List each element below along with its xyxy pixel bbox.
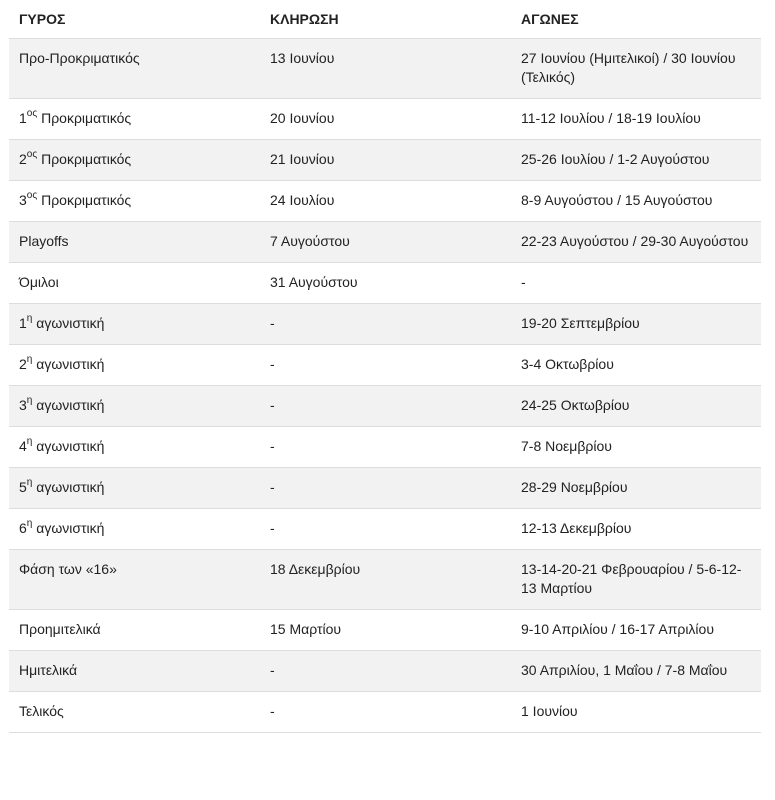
matches-cell: 1 Ιουνίου xyxy=(511,692,761,733)
draw-cell: 13 Ιουνίου xyxy=(260,39,511,99)
matches-cell: - xyxy=(511,263,761,304)
matches-cell: 25-26 Ιουλίου / 1-2 Αυγούστου xyxy=(511,140,761,181)
table-row xyxy=(9,651,761,692)
header-round: ΓΥΡΟΣ xyxy=(9,0,260,39)
round-cell xyxy=(9,692,260,733)
matches-cell: 30 Απριλίου, 1 Μαΐου / 7-8 Μαΐου xyxy=(511,651,761,692)
round-name: Φάση των «16» xyxy=(19,561,117,577)
round-number: 4 xyxy=(19,438,27,454)
matches-cell: 3-4 Οκτωβρίου xyxy=(511,345,761,386)
round-name: Προημιτελικά xyxy=(19,621,101,637)
round-name: Προκριματικός xyxy=(37,151,132,167)
round-ordinal-suffix: η xyxy=(26,518,33,530)
table-row xyxy=(9,468,761,509)
table-header xyxy=(9,0,761,39)
round-ordinal-suffix: η xyxy=(26,477,33,489)
draw-cell: - xyxy=(260,427,511,468)
draw-cell: 24 Ιουλίου xyxy=(260,181,511,222)
round-ordinal-suffix: ος xyxy=(26,149,38,161)
round-name: Playoffs xyxy=(19,233,69,249)
matches-cell: 28-29 Νοεμβρίου xyxy=(511,468,761,509)
draw-cell: 31 Αυγούστου xyxy=(260,263,511,304)
round-ordinal-suffix: η xyxy=(26,436,33,448)
draw-cell: - xyxy=(260,692,511,733)
table-row xyxy=(9,263,761,304)
round-name: Προκριματικός xyxy=(37,192,132,208)
round-number: 2 xyxy=(19,356,27,372)
round-name: Τελικός xyxy=(19,703,64,719)
round-name: αγωνιστική xyxy=(32,479,105,495)
round-number: 1 xyxy=(19,110,27,126)
table-row xyxy=(9,39,761,99)
round-name: αγωνιστική xyxy=(32,520,105,536)
matches-cell: 27 Ιουνίου (Ημιτελικοί) / 30 Ιουνίου (Τελικός) xyxy=(511,39,761,99)
round-cell xyxy=(9,468,260,509)
round-name: Όμιλοι xyxy=(19,274,59,290)
round-name: αγωνιστική xyxy=(32,356,105,372)
round-cell xyxy=(9,99,260,140)
round-ordinal-suffix: η xyxy=(26,313,33,325)
round-cell xyxy=(9,222,260,263)
matches-cell: 9-10 Απριλίου / 16-17 Απριλίου xyxy=(511,610,761,651)
table-row xyxy=(9,386,761,427)
draw-cell: 15 Μαρτίου xyxy=(260,610,511,651)
table-body xyxy=(9,39,761,733)
table-row xyxy=(9,304,761,345)
table-row xyxy=(9,222,761,263)
matches-cell: 24-25 Οκτωβρίου xyxy=(511,386,761,427)
round-name: αγωνιστική xyxy=(32,397,105,413)
round-cell xyxy=(9,509,260,550)
round-cell xyxy=(9,140,260,181)
draw-cell: - xyxy=(260,651,511,692)
header-row xyxy=(9,0,761,39)
round-cell xyxy=(9,345,260,386)
round-cell xyxy=(9,610,260,651)
round-number: 2 xyxy=(19,151,27,167)
round-number: 3 xyxy=(19,192,27,208)
draw-cell: - xyxy=(260,509,511,550)
draw-cell: - xyxy=(260,345,511,386)
matches-cell: 7-8 Νοεμβρίου xyxy=(511,427,761,468)
round-cell xyxy=(9,550,260,610)
draw-cell: 20 Ιουνίου xyxy=(260,99,511,140)
matches-cell: 8-9 Αυγούστου / 15 Αυγούστου xyxy=(511,181,761,222)
round-ordinal-suffix: ος xyxy=(26,108,38,120)
round-cell xyxy=(9,39,260,99)
round-number: 1 xyxy=(19,315,27,331)
round-cell xyxy=(9,651,260,692)
round-ordinal-suffix: ος xyxy=(26,190,38,202)
draw-cell: 7 Αυγούστου xyxy=(260,222,511,263)
round-name: Ημιτελικά xyxy=(19,662,78,678)
header-draw: ΚΛΗΡΩΣΗ xyxy=(260,0,511,39)
draw-cell: 21 Ιουνίου xyxy=(260,140,511,181)
table-row xyxy=(9,610,761,651)
matches-cell: 22-23 Αυγούστου / 29-30 Αυγούστου xyxy=(511,222,761,263)
table-row xyxy=(9,345,761,386)
round-name: Προκριματικός xyxy=(37,110,132,126)
round-number: 3 xyxy=(19,397,27,413)
table-row xyxy=(9,181,761,222)
round-name: αγωνιστική xyxy=(32,315,105,331)
round-cell xyxy=(9,386,260,427)
table-row xyxy=(9,692,761,733)
table-row xyxy=(9,509,761,550)
draw-cell: 18 Δεκεμβρίου xyxy=(260,550,511,610)
round-cell xyxy=(9,263,260,304)
round-cell xyxy=(9,304,260,345)
round-name: Προ-Προκριματικός xyxy=(19,50,140,66)
draw-cell: - xyxy=(260,386,511,427)
round-number: 5 xyxy=(19,479,27,495)
matches-cell: 11-12 Ιουλίου / 18-19 Ιουλίου xyxy=(511,99,761,140)
draw-cell: - xyxy=(260,304,511,345)
draw-cell: - xyxy=(260,468,511,509)
round-number: 6 xyxy=(19,520,27,536)
round-cell xyxy=(9,427,260,468)
matches-cell: 13-14-20-21 Φεβρουαρίου / 5-6-12-13 Μαρτίου xyxy=(511,550,761,610)
round-name: αγωνιστική xyxy=(32,438,105,454)
round-ordinal-suffix: η xyxy=(26,395,33,407)
schedule-table xyxy=(9,0,761,733)
header-matches: ΑΓΩΝΕΣ xyxy=(511,0,761,39)
matches-cell: 12-13 Δεκεμβρίου xyxy=(511,509,761,550)
table-row xyxy=(9,99,761,140)
table-row xyxy=(9,140,761,181)
matches-cell: 19-20 Σεπτεμβρίου xyxy=(511,304,761,345)
round-cell xyxy=(9,181,260,222)
table-row xyxy=(9,427,761,468)
round-ordinal-suffix: η xyxy=(26,354,33,366)
table-row xyxy=(9,550,761,610)
